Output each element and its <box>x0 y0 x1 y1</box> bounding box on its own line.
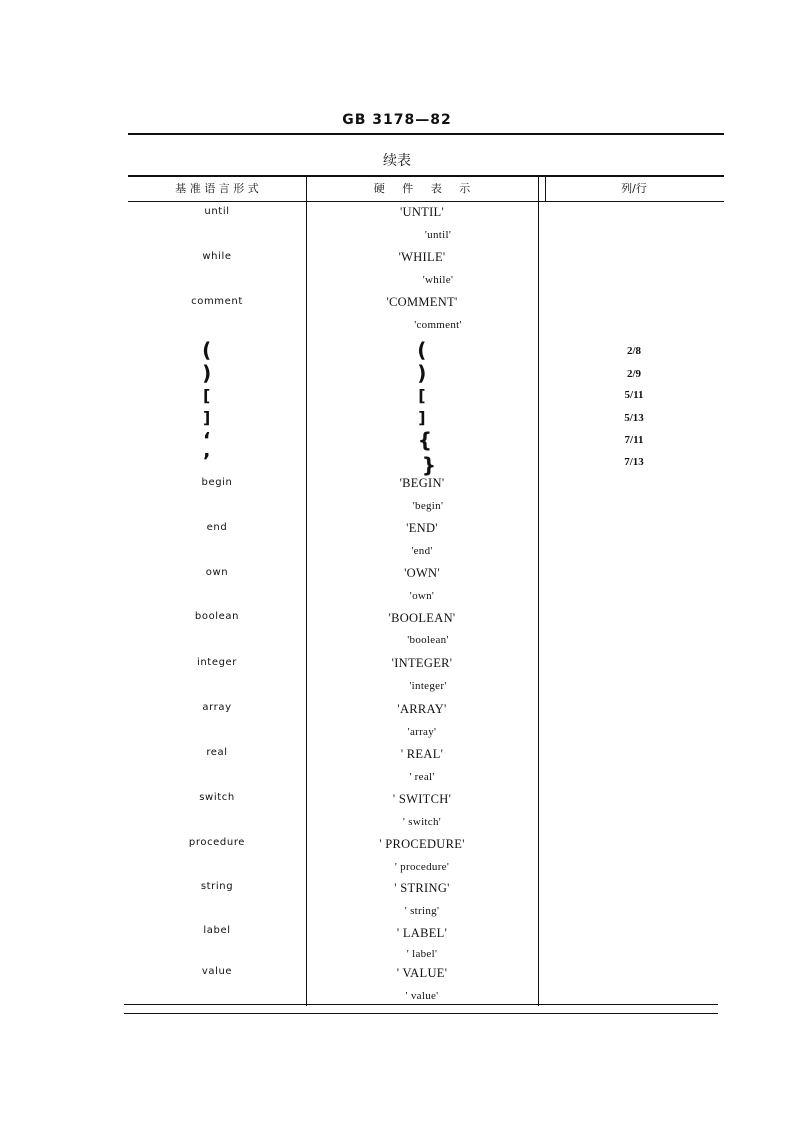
reference-symbol: ( <box>202 338 212 362</box>
hardware-cell: 'ARRAY' <box>397 702 447 716</box>
table-header-rule <box>128 201 724 202</box>
hardware-cell-lower: 'array' <box>407 726 437 738</box>
reference-cell: own <box>205 567 229 578</box>
hardware-cell-lower: ' value' <box>405 990 439 1002</box>
column-header-reference: 基 准 语 言 形 式 <box>175 182 259 195</box>
hardware-cell: ' PROCEDURE' <box>379 837 465 851</box>
reference-cell: value <box>201 966 233 977</box>
position-cell: 7/11 <box>624 434 644 446</box>
hardware-cell: 'INTEGER' <box>391 656 453 670</box>
reference-cell: integer <box>196 657 237 668</box>
hardware-cell-lower: 'end' <box>411 545 433 557</box>
hardware-cell: 'WHILE' <box>398 250 446 264</box>
hardware-cell-lower: ' switch' <box>402 816 442 828</box>
hardware-cell: 'BEGIN' <box>399 476 445 490</box>
hardware-cell: 'OWN' <box>404 566 440 580</box>
table-top-rule <box>128 175 724 177</box>
header-rule <box>128 133 724 135</box>
position-cell: 5/13 <box>624 412 644 424</box>
position-cell: 2/9 <box>626 368 642 380</box>
hardware-symbol: ) <box>417 361 427 385</box>
reference-cell: begin <box>201 477 233 488</box>
hardware-cell-lower: ' real' <box>409 771 435 783</box>
hardware-cell-lower: 'integer' <box>409 680 447 692</box>
position-cell: 7/13 <box>624 456 644 468</box>
hardware-cell-lower: 'own' <box>409 590 435 602</box>
hardware-cell-lower: 'comment' <box>414 319 462 331</box>
reference-cell: end <box>206 522 228 533</box>
position-cell: 5/11 <box>624 389 644 401</box>
hardware-cell: 'BOOLEAN' <box>388 611 456 625</box>
reference-cell: while <box>202 251 232 262</box>
reference-cell: string <box>200 881 234 892</box>
hardware-cell: 'END' <box>406 521 438 535</box>
hardware-cell: ' REAL' <box>400 747 444 761</box>
reference-symbol: [ <box>203 386 211 405</box>
column-header-position: 列/行 <box>621 182 647 195</box>
hardware-cell-lower: 'boolean' <box>407 634 449 646</box>
hardware-cell: 'COMMENT' <box>386 295 458 309</box>
table-caption: 续表 <box>383 153 411 169</box>
reference-cell: until <box>204 206 230 217</box>
hardware-cell-lower: 'while' <box>422 274 454 286</box>
reference-cell: boolean <box>194 611 240 622</box>
reference-cell: label <box>203 925 231 936</box>
reference-cell: real <box>206 747 228 758</box>
reference-cell: switch <box>199 792 235 803</box>
reference-symbol: ) <box>202 361 212 385</box>
hardware-cell: ' STRING' <box>394 881 450 895</box>
reference-symbol: ] <box>203 408 211 427</box>
hardware-cell-lower: ' procedure' <box>394 861 450 873</box>
reference-cell: array <box>202 702 232 713</box>
hardware-cell: 'UNTIL' <box>399 205 445 219</box>
hardware-cell: ' LABEL' <box>396 926 448 940</box>
hardware-symbol: ( <box>417 338 427 362</box>
hardware-cell-lower: ' label' <box>406 948 438 960</box>
hardware-symbol: { <box>417 428 433 452</box>
reference-cell: comment <box>191 296 243 307</box>
column-divider-2 <box>538 175 539 1006</box>
hardware-symbol: [ <box>418 386 426 405</box>
hardware-cell-lower: 'begin' <box>412 500 444 512</box>
hardware-cell: ' SWITCH' <box>392 792 452 806</box>
table-bottom-rule <box>124 1004 718 1005</box>
hardware-cell-lower: 'until' <box>424 229 452 241</box>
hardware-cell-lower: ' string' <box>404 905 440 917</box>
reference-symbol: ‘ <box>202 428 212 452</box>
reference-symbol: ’ <box>202 449 212 473</box>
position-cell: 2/8 <box>626 345 642 357</box>
column-header-hardware: 硬 件 表 示 <box>373 182 471 195</box>
hardware-cell: ' VALUE' <box>396 966 448 980</box>
hardware-symbol: ] <box>418 408 426 427</box>
table-bottom-rule-2 <box>124 1013 718 1014</box>
hardware-symbol: } <box>421 453 437 477</box>
reference-cell: procedure <box>188 837 246 848</box>
standard-code-header: GB 3178—82 <box>342 112 452 128</box>
